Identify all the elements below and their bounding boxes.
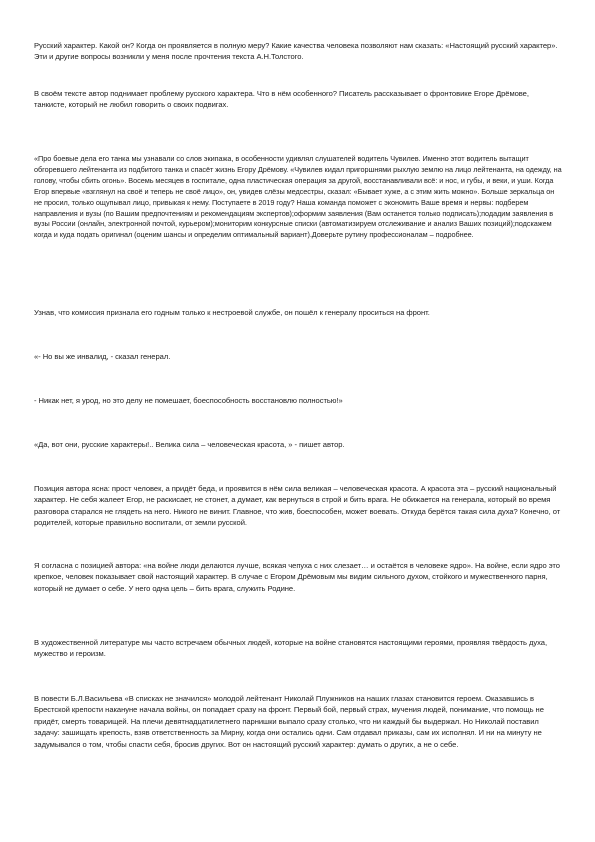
paragraph-quote-chuvilev: «Про боевые дела его танка мы узнавали со слов экипажа, в особенности удивлял слушателей водитель Чувилев. Именно этот водитель вытащит обгоревшего лейтенанта из подбитого танка и спасёт жизнь Егору Дрёмову. «Чувилев кидал пригоршнями рыхлую землю на лицо лейтенанта, на одежду, на голову, чтобы сбить огонь». Восемь месяцев в госпитале, одна пластическая операция за другой, восстанавливали всё: и нос, и губы, и веки, и уши. Когда Егор впервые «взглянул на своё и теперь не своё лицо», он, увидев слёзы медсестры, сказал: «Бывает хуже, а с этим жить можно». Больше зеркальца он не просил, только ощупывал лицо, привыкая к нему. Поступаете в 2019 году? Наша команда поможет с экономить Ваше время и нервы: подберем направления и вузы (по Вашим предпочтениям и рекомендациям экспертов);оформим заявления (Вам останется только подписать);подадим заявления в вузы России (онлайн, электронной почтой, курьером);мониторим конкурсные списки (автоматизируем отслеживание и анализ Ваших позиций);подскажем когда и куда подать оригинал (оценим шансы и определим оптимальный вариант).Доверьте рутину профессионалам – подробнее. <box>34 154 562 240</box>
paragraph-intro: Русский характер. Какой он? Когда он проявляется в полную меру? Какие качества человека позволяют нам сказать: «Настоящий русский характер». Эти и другие вопросы возникли у меня после прочтения текста А.Н.Толстого. <box>34 41 558 62</box>
paragraph-problem: В своём тексте автор поднимает проблему русского характера. Что в нём особенного? Писатель рассказывает о фронтовике Егоре Дрёмове, танкисте, который не любил говорить о своих подвигах. <box>34 89 529 110</box>
paragraph-author-quote: «Да, вот они, русские характеры!.. Велика сила – человеческая красота, » - пишет автор. <box>34 440 345 449</box>
paragraph-literature: В художественной литературе мы часто встречаем обычных людей, которые на войне становятся настоящими героями, проявляя твёрдость духа, мужество и героизм. <box>34 638 548 659</box>
paragraph-general-quote: «- Но вы же инвалид, - сказал генерал. <box>34 352 171 361</box>
paragraph-reply-quote: - Никак нет, я урод, но это делу не помешает, боеспособность восстановлю полностью!» <box>34 396 343 405</box>
paragraph-vasilyev: В повести Б.Л.Васильева «В списках не значился» молодой лейтенант Николай Плужников на наших глазах становится героем. Оказавшись в Брестской крепости накануне начала войны, он попадает сразу на фронт. Первый бой, первый страх, мучения людей, понимание, что помощь не придёт, смерть товарищей. На плечи девятнадцатилетнего парнишки выпало сразу столько, что ни каждый бы выдержал. Но Николай поставил задачу: зашищать крепость, взяв ответственность за Мирну, когда они остались одни. Сам отдавал приказы, сам их исполнял. И ни на минуту не задумывался о том, чтобы спасти себя, бросив других. Вот он настоящий русский характер: думать о других, а не о себе. <box>34 694 544 749</box>
paragraph-commission: Узнав, что комиссия признала его годным только к нестроевой службе, он пошёл к генералу проситься на фронт. <box>34 308 430 317</box>
paragraph-agreement: Я согласна с позицией автора: «на войне люди делаются лучше, всякая чепуха с них слезает… и остаётся в человеке ядро». На войне, если ядро это крепкое, человек показывает свой настоящий характер. В случае с Егором Дрёмовым мы видим сильного духом, стойкого и мужественного парня, который не думает о себе. У него одна цель – бить врага, служить Родине. <box>34 561 560 593</box>
paragraph-author-position: Позиция автора ясна: прост человек, а придёт беда, и проявится в нём сила великая – человеческая красота. А красота эта – русский национальный характер. Не себя жалеет Егор, не раскисает, не стонет, а думает, как вернуться в строй и бить врага. Не обижается на генерала, который во время разговора старался не глядеть на него. Никого не винит. Главное, что жив, боеспособен, может воевать. Откуда берётся такая сила духа? Конечно, от родителей, которые правильно воспитали, от земли русской. <box>34 484 561 528</box>
